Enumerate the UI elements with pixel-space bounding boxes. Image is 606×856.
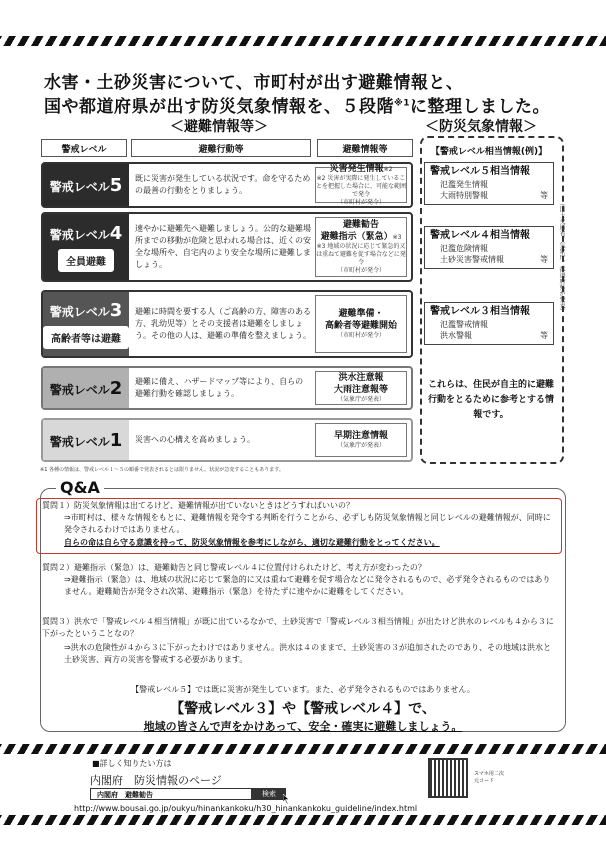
footer-search-box[interactable]: 内閣府 避難勧告 (90, 788, 252, 800)
level-3-badge: 警戒レベル3 高齢者等は避難 (43, 292, 129, 356)
level-4-action: 速やかに避難先へ避難しましょう。公的な避難場所までの移動が危険と思われる場合は、近くの安全な場所や、自宅内のより安全な場所に避難しましょう。 (135, 224, 311, 269)
closing-line1: 【警戒レベル５】では既に災害が発生しています。また、必ず発令されるものではありません。 (131, 685, 475, 694)
qa-a3: ⇒洪水の危険性が４から３に下がったわけではありません。洪水は４のままで、土砂災害の３が追加されたのであり、その地域は洪水と土砂災害、両方の災害を警戒する必要があります。 (64, 643, 552, 664)
qa-q2: 質問２）避難指示（緊急）は、避難勧告と同じ警戒レベル４に位置付けられたけど、考え方が変わったの？ (42, 563, 426, 572)
weather-reference-note: これらは、住民が自主的に避難行動をとるために参考とする情報です。 (428, 380, 555, 420)
weather-level-3: 警戒レベル３相当情報 氾濫警戒情報 洪水警報 等 (424, 302, 554, 345)
footer-site: 内閣府 防災情報のページ (90, 774, 222, 787)
bottom-stripe (0, 815, 606, 825)
level-2-row (41, 366, 413, 410)
qa-q1: 質問１）防災気象情報は出てるけど、避難情報が出ていないときはどうすればいいの？ (42, 501, 354, 510)
closing-line3: 地域の皆さんで声をかけあって、安全・確実に避難しましょう。 (143, 720, 463, 733)
level-3-info: 避難準備・ 高齢者等避難開始 （市町村が発令） (315, 295, 407, 353)
footnote-1: ※1 各種の情報は、警戒レベル１～５の順番で発表されるとは限りません。状況が急変することもあります。 (40, 467, 284, 473)
level-5-row (41, 162, 413, 208)
qa-heading: Q&A (56, 478, 104, 497)
weather-level-5: 警戒レベル５相当情報 氾濫発生情報 大雨特別警報 等 (424, 162, 554, 205)
qa-a1: ⇒市町村は、様々な情報をもとに、避難情報を発令する判断を行うことから、必ずしも防災気象情報と同じレベルの避難情報が、同時に発令されるわけではありません。 (64, 513, 551, 534)
level-2-action: 避難に備え、ハザードマップ等により、自らの避難行動を確認しましょう。 (135, 377, 304, 398)
header-info: 避難情報等 (317, 139, 413, 157)
closing-line2: 【警戒レベル３】や【警戒レベル４】で、 (170, 701, 436, 717)
qa-a2: ⇒避難指示（緊急）は、地域の状況に応じて緊急的に又は重ねて避難を促す場合などに発令されるもので、必ず発令されるものではありません。避難勧告が発令され次第、避難指示（緊急）を待たずに速やかに避難をしてください。 (64, 575, 551, 596)
section-weather: ＜防災気象情報＞ (425, 119, 537, 135)
qr-code-icon (428, 758, 468, 798)
level-2-info: 洪水注意報 大雨注意報等 （気象庁が発表） (315, 371, 407, 405)
weather-issuer-note: （国土交通省、気象庁、都道府県が発表） (558, 200, 565, 314)
level-4-info: 避難勧告 避難指示（緊急）※3 ※3 地域の状況に応じて緊急的又は重ねて避難を促す場合などに発令 （市町村が発令） (315, 217, 407, 277)
level-2-badge: 警戒レベル2 (43, 368, 129, 408)
level-3-action: 避難に時間を要する人（ご高齢の方、障害のある方、乳幼児等）とその支援者は避難をしましょう。その他の人は、避難の準備を整えましょう。 (135, 307, 311, 340)
section-evacuation: ＜避難情報等＞ (170, 119, 268, 135)
level-3-row (41, 290, 413, 358)
qr-label: スマホ用二次元コード (474, 771, 504, 784)
header-weather: 【警戒レベル相当情報(例)】 (430, 146, 548, 157)
top-stripe (0, 36, 606, 46)
level-5-info: 災害発生情報※2 ※2 災害が実際に発生していることを把握した場合に、可能な範囲で発令 （市町村が発令） (316, 164, 407, 206)
qa-a1-emphasis: 自らの命は自ら守る意識を持って、防災気象情報を参考にしながら、適切な避難行動をとってください。 (64, 538, 440, 547)
level-1-info: 早期注意情報 （気象庁が発表） (315, 423, 407, 457)
level-3-pill: 高齢者等は避難 (43, 326, 129, 349)
weather-level-4: 警戒レベル４相当情報 氾濫危険情報 土砂災害警戒情報 等 (424, 226, 554, 269)
title-line1: 水害・土砂災害について、市町村が出す避難情報と、 (44, 73, 464, 93)
level-1-badge: 警戒レベル1 (43, 420, 129, 460)
footer-label: ■詳しく知りたい方は (92, 759, 172, 768)
cursor-icon (283, 794, 293, 804)
level-5-action: 既に災害が発生している状況です。命を守るための最善の行動をとりましょう。 (135, 174, 311, 195)
header-action: 避難行動等 (131, 139, 311, 157)
header-level: 警戒レベル (41, 139, 127, 157)
level-5-badge: 警戒レベル5 (43, 164, 129, 206)
title-line2: 国や都道府県が出す防災気象情報を、５段階$^{※1}$に整理しました。 (44, 97, 551, 117)
level-4-pill: 全員避難 (58, 249, 114, 272)
footer-stripe (0, 744, 606, 754)
footer-search-button[interactable]: 検索 (252, 788, 286, 800)
level-1-row (41, 418, 413, 462)
qa-q3: 質問３）洪水で「警戒レベル４相当情報」が既に出ているなかで、土砂災害で「警戒レベル３相当情報」が出たけど洪水のレベルも４から３に下がったということなの？ (42, 617, 554, 638)
level-1-action: 災害への心構えを高めましょう。 (135, 435, 255, 444)
level-4-row (41, 212, 413, 282)
level-4-badge: 警戒レベル4 全員避難 (43, 214, 129, 280)
footer-url[interactable]: http://www.bousai.go.jp/oukyu/hinankankoku/h30_hinankankoku_guideline/index.html (74, 804, 418, 813)
